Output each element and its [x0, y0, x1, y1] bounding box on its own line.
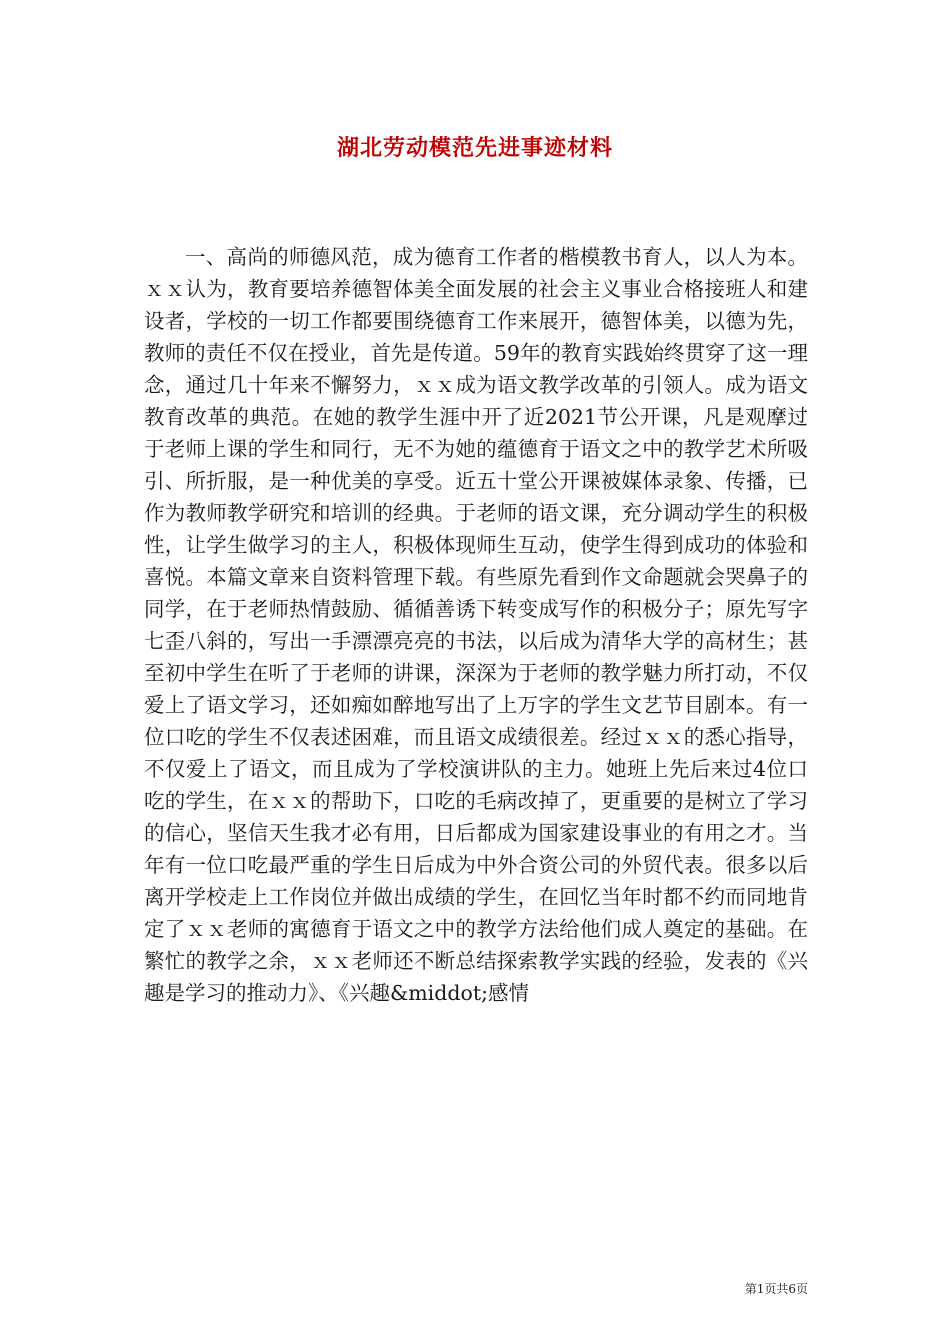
body-paragraph: 一、高尚的师德风范，成为德育工作者的楷模教书育人，以人为本。ｘｘ认为，教育要培养德智体美全面发展的社会主义事业合格接班人和建设者，学校的一切工作都要围绕德育工作来展开，德智体美，以德为先，教师的责任不仅在授业，首先是传道。59年的教育实践始终贯穿了这一理念，通过几十年来不懈努力，ｘｘ成为语文教学改革的引领人。成为语文教育改革的典范。在她的教学生涯中开了近2021节公开课，凡是观摩过于老师上课的学生和同行，无不为她的蕴德育于语文之中的教学艺术所吸引、所折服，是一种优美的享受。近五十堂公开课被媒体录象、传播，已作为教师教学研究和培训的经典。于老师的语文课，充分调动学生的积极性，让学生做学习的主人，积极体现师生互动，使学生得到成功的体验和喜悦。本篇文章来自资料管理下载。有些原先看到作文命题就会哭鼻子的同学，在于老师热情鼓励、循循善诱下转变成写作的积极分子；原先写字七歪八斜的，写出一手漂漂亮亮的书法，以后成为清华大学的高材生；甚至初中学生在听了于老师的讲课，深深为于老师的教学魅力所打动，不仅爱上了语文学习，还如痴如醉地写出了上万字的学生文艺节目剧本。有一位口吃的学生不仅表述困难，而且语文成绩很差。经过ｘｘ的悉心指导，不仅爱上了语文，而且成为了学校演讲队的主力。她班上先后来过4位口吃的学生，在ｘｘ的帮助下，口吃的毛病改掉了，更重要的是树立了学习的信心，坚信天生我才必有用，日后都成为国家建设事业的有用之才。当年有一位口吃最严重的学生日后成为中外合资公司的外贸代表。很多以后离开学校走上工作岗位并做出成绩的学生，在回忆当年时都不约而同地肯定了ｘｘ老师的寓德育于语文之中的教学方法给他们成人奠定的基础。在繁忙的教学之余，ｘｘ老师还不断总结探索教学实践的经验，发表的《兴趣是学习的推动力》、《兴趣&middot;感情	[144, 245, 808, 1005]
document-title: 湖北劳动模范先进事迹材料	[336, 135, 613, 161]
page-number-footer: 第1页共6页	[744, 1282, 808, 1296]
